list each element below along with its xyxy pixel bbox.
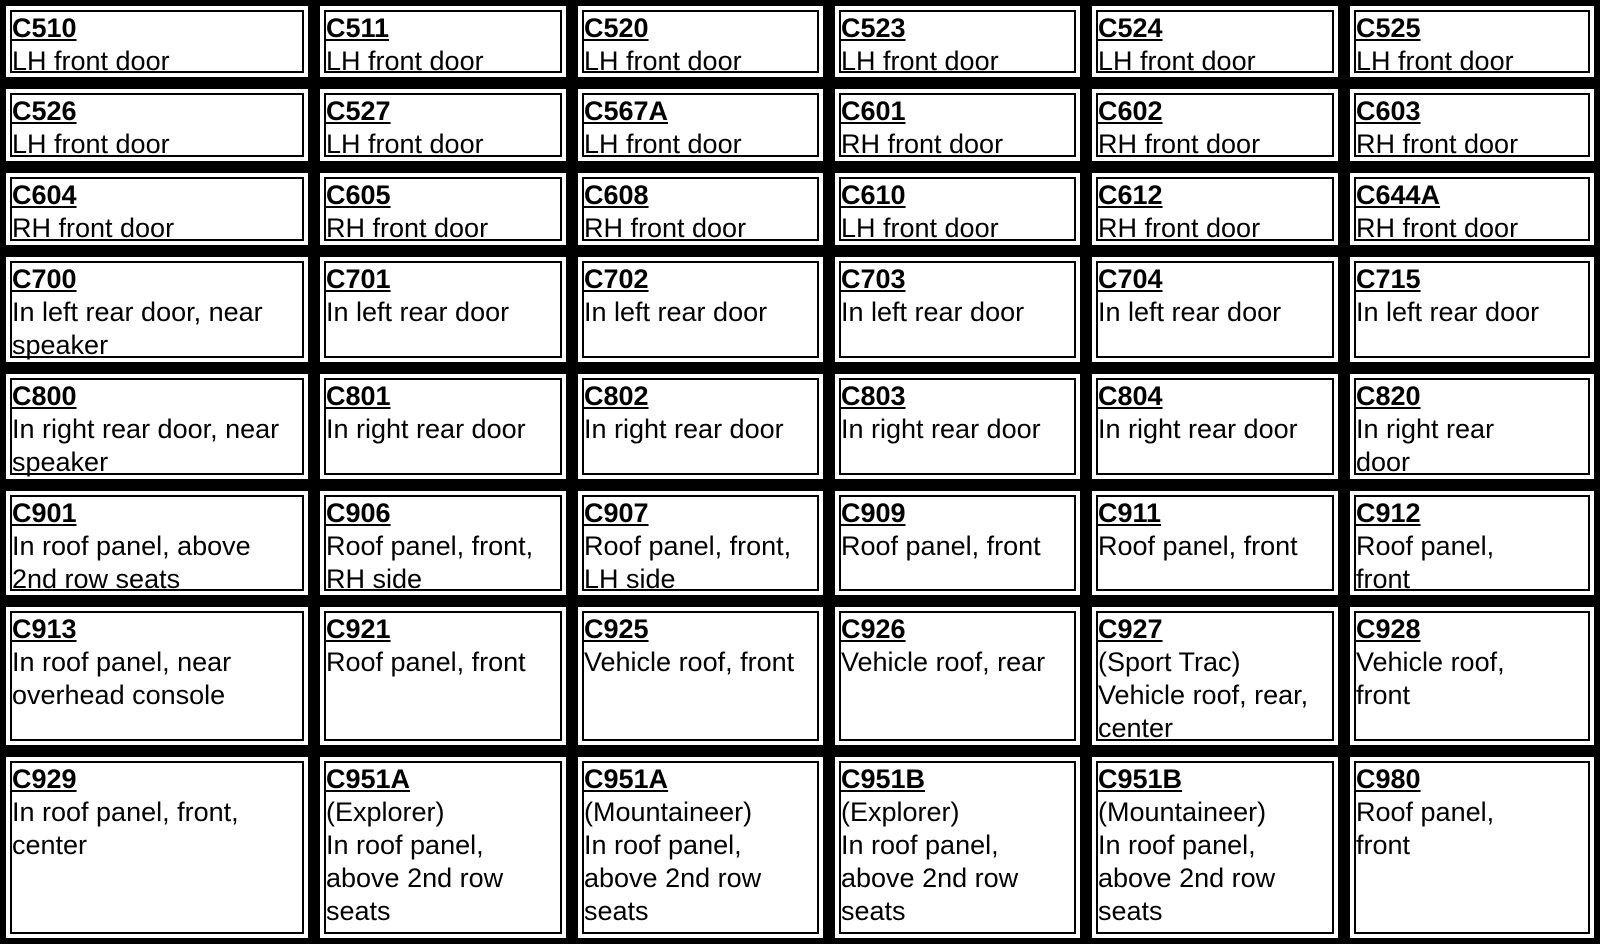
connector-location: (Mountaineer) In roof panel, above 2nd row seats (584, 797, 762, 926)
connector-code: C608 (584, 180, 649, 210)
table-cell (314, 485, 572, 601)
connector-location: Vehicle roof, front (584, 647, 795, 677)
connector-location: In right rear door (584, 414, 784, 444)
table-cell (1344, 167, 1600, 251)
table-cell (829, 368, 1086, 485)
table-cell (1344, 0, 1600, 83)
connector-location: Roof panel, front (1356, 797, 1495, 860)
table-cell (0, 751, 314, 944)
connector-code: C921 (326, 614, 391, 644)
table-cell (1086, 751, 1344, 944)
connector-code: C911 (1098, 498, 1162, 528)
connector-code: C715 (1356, 264, 1421, 294)
connector-location: Roof panel, front (1098, 531, 1298, 561)
connector-location: RH front door (1098, 213, 1261, 243)
table-cell (0, 251, 314, 368)
connector-code: C951B (841, 764, 926, 794)
connector-location: In roof panel, above 2nd row seats (12, 531, 251, 594)
connector-location: In right rear door (1356, 414, 1495, 477)
table-cell (1086, 368, 1344, 485)
connector-code: C523 (841, 13, 906, 43)
connector-code: C703 (841, 264, 906, 294)
connector-code: C906 (326, 498, 391, 528)
connector-code: C603 (1356, 96, 1421, 126)
connector-code: C800 (12, 381, 77, 411)
connector-location: In right rear door (326, 414, 526, 444)
connector-location: LH front door (1098, 46, 1256, 76)
connector-code: C927 (1098, 614, 1163, 644)
connector-code: C602 (1098, 96, 1163, 126)
connector-location: RH front door (584, 213, 747, 243)
connector-location: In roof panel, near overhead console (12, 647, 232, 710)
connector-code: C928 (1356, 614, 1421, 644)
table-cell (829, 0, 1086, 83)
table-cell (572, 751, 829, 944)
connector-code: C612 (1098, 180, 1163, 210)
connector-code: C510 (12, 13, 77, 43)
connector-location: Roof panel, front (1356, 531, 1495, 594)
connector-code: C702 (584, 264, 649, 294)
connector-code: C700 (12, 264, 77, 294)
connector-location: Roof panel, front (326, 647, 526, 677)
table-cell (1086, 83, 1344, 167)
connector-code: C601 (841, 96, 906, 126)
connector-location: In right rear door, near speaker (12, 414, 280, 477)
connector-location: LH front door (12, 46, 170, 76)
table-cell (1344, 251, 1600, 368)
connector-code: C913 (12, 614, 77, 644)
table-cell (314, 83, 572, 167)
connector-code: C605 (326, 180, 391, 210)
connector-location: LH front door (841, 46, 999, 76)
connector-code: C525 (1356, 13, 1421, 43)
connector-code: C912 (1356, 498, 1421, 528)
table-cell (314, 368, 572, 485)
table-cell (1344, 83, 1600, 167)
connector-location: In right rear door (841, 414, 1041, 444)
table-cell (1086, 601, 1344, 751)
table-cell (0, 83, 314, 167)
table-cell (314, 751, 572, 944)
connector-location: LH front door (326, 129, 484, 159)
connector-location: Roof panel, front, RH side (326, 531, 534, 594)
table-cell (1086, 0, 1344, 83)
connector-location: In left rear door, near speaker (12, 297, 263, 360)
table-cell (1086, 167, 1344, 251)
table-cell (829, 251, 1086, 368)
connector-code: C980 (1356, 764, 1421, 794)
connector-location: LH front door (584, 129, 742, 159)
connector-location: RH front door (841, 129, 1004, 159)
connector-location: Roof panel, front (841, 531, 1041, 561)
table-cell (572, 485, 829, 601)
connector-code: C704 (1098, 264, 1163, 294)
table-cell (572, 83, 829, 167)
table-cell (1344, 601, 1600, 751)
connector-code: C804 (1098, 381, 1163, 411)
connector-code: C951A (326, 764, 411, 794)
connector-location: LH front door (841, 213, 999, 243)
table-cell (1344, 368, 1600, 485)
table-cell (1086, 251, 1344, 368)
connector-location: LH front door (584, 46, 742, 76)
connector-code: C901 (12, 498, 77, 528)
connector-code: C527 (326, 96, 391, 126)
connector-code: C926 (841, 614, 906, 644)
table-cell (829, 751, 1086, 944)
connector-location: RH front door (12, 213, 175, 243)
connector-location: (Mountaineer) In roof panel, above 2nd row seats (1098, 797, 1276, 926)
connector-code: C925 (584, 614, 649, 644)
table-cell (314, 0, 572, 83)
table-cell (0, 368, 314, 485)
table-cell (829, 601, 1086, 751)
connector-code: C610 (841, 180, 906, 210)
connector-code: C951A (584, 764, 669, 794)
connector-code: C909 (841, 498, 906, 528)
connector-code: C820 (1356, 381, 1421, 411)
connector-code: C951B (1098, 764, 1183, 794)
connector-code: C604 (12, 180, 77, 210)
connector-location: Vehicle roof, rear (841, 647, 1046, 677)
table-cell (829, 485, 1086, 601)
table-cell (0, 167, 314, 251)
connector-location: In left rear door (1098, 297, 1282, 327)
table-cell (314, 167, 572, 251)
connector-code: C801 (326, 381, 391, 411)
connector-location: Vehicle roof, front (1356, 647, 1505, 710)
table-cell (314, 601, 572, 751)
table-cell (829, 83, 1086, 167)
connector-location: In right rear door (1098, 414, 1298, 444)
table-cell (572, 251, 829, 368)
connector-location: LH front door (12, 129, 170, 159)
table-cell (0, 485, 314, 601)
connector-code: C644A (1356, 180, 1441, 210)
connector-location: LH front door (326, 46, 484, 76)
connector-code: C802 (584, 381, 649, 411)
connector-location: RH front door (1098, 129, 1261, 159)
table-cell (1344, 485, 1600, 601)
connector-code: C520 (584, 13, 649, 43)
connector-code: C526 (12, 96, 77, 126)
table-cell (572, 167, 829, 251)
connector-location: LH front door (1356, 46, 1514, 76)
table-cell (0, 0, 314, 83)
connector-code: C511 (326, 13, 390, 43)
table-cell (314, 251, 572, 368)
connector-code: C567A (584, 96, 669, 126)
connector-location: In left rear door (841, 297, 1025, 327)
connector-location: (Explorer) In roof panel, above 2nd row seats (841, 797, 1019, 926)
connector-location: (Sport Trac) Vehicle roof, rear, center (1098, 647, 1309, 743)
table-cell (829, 167, 1086, 251)
connector-location: RH front door (1356, 213, 1519, 243)
table-cell (1086, 485, 1344, 601)
table-cell (572, 601, 829, 751)
connector-code: C929 (12, 764, 77, 794)
table-cell (572, 368, 829, 485)
connector-location: (Explorer) In roof panel, above 2nd row seats (326, 797, 504, 926)
table-cell (0, 601, 314, 751)
connector-location: In left rear door (326, 297, 510, 327)
connector-location: In left rear door (584, 297, 768, 327)
connector-code: C524 (1098, 13, 1163, 43)
connector-code: C803 (841, 381, 906, 411)
connector-location: Roof panel, front, LH side (584, 531, 792, 594)
table-cell (572, 0, 829, 83)
connector-location: In left rear door (1356, 297, 1540, 327)
connector-code: C701 (326, 264, 391, 294)
connector-location: RH front door (1356, 129, 1519, 159)
connector-code: C907 (584, 498, 649, 528)
connector-location: RH front door (326, 213, 489, 243)
connector-location: In roof panel, front, center (12, 797, 239, 860)
table-cell (1344, 751, 1600, 944)
